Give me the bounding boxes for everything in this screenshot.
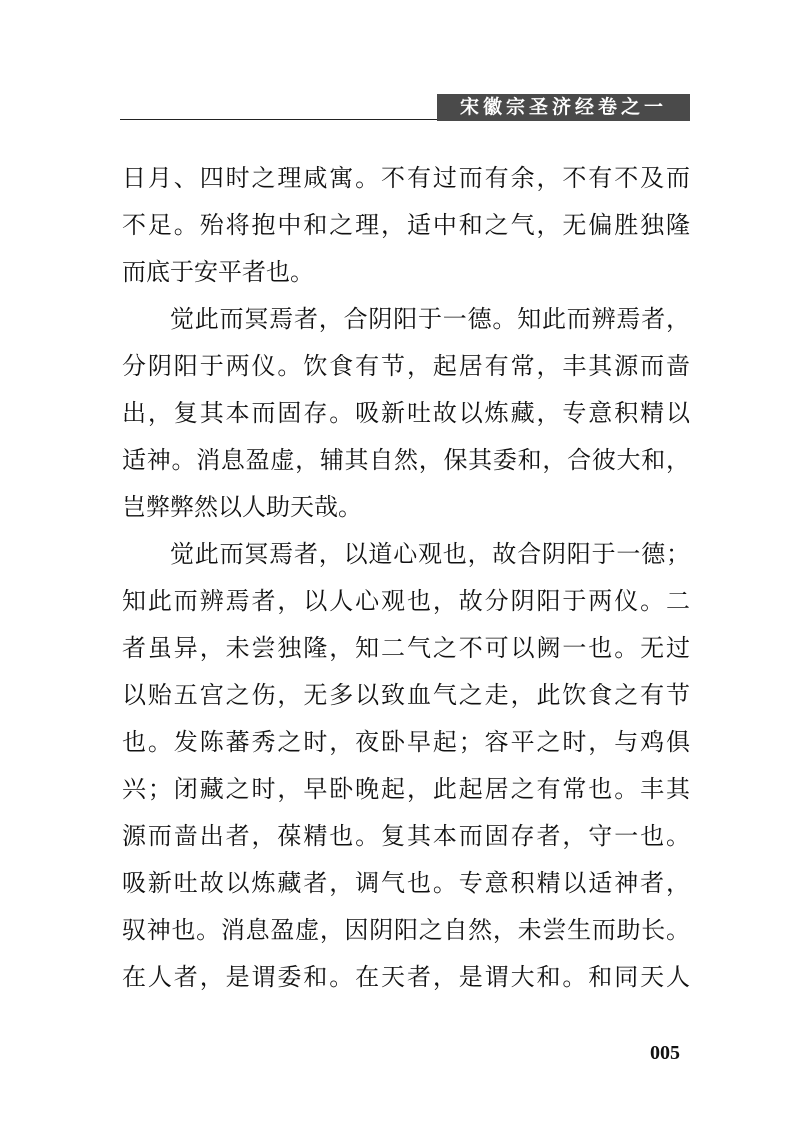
text-line: 吸新吐故以炼藏者，调气也。专意积精以适神者， — [122, 869, 690, 897]
running-header-title: 宋徽宗圣济经卷之一 — [437, 94, 690, 121]
paragraph-3 — [122, 531, 690, 1001]
text-line: 觉此而冥焉者，合阴阳于一德。知此而辨焉者， — [170, 305, 690, 333]
text-line: 驭神也。消息盈虚，因阴阳之自然，未尝生而助长。 — [122, 916, 690, 944]
text-line: 源而啬出者，葆精也。复其本而固存者，守一也。 — [122, 822, 690, 850]
text-line: 在人者，是谓委和。在天者，是谓大和。和同天人 — [122, 963, 690, 991]
text-line: 知此而辨焉者，以人心观也，故分阴阳于两仪。二 — [122, 587, 690, 615]
text-line: 以贻五宫之伤，无多以致血气之走，此饮食之有节 — [122, 681, 690, 709]
text-line: 出，复其本而固存。吸新吐故以炼藏，专意积精以 — [122, 399, 690, 427]
text-line: 日月、四时之理咸寓。不有过而有余，不有不及而 — [122, 164, 690, 192]
text-line: 而底于安平者也。 — [122, 258, 314, 286]
text-line: 觉此而冥焉者，以道心观也，故合阴阳于一德； — [170, 540, 690, 568]
text-line: 不足。殆将抱中和之理，适中和之气，无偏胜独隆 — [122, 211, 690, 239]
text-line: 也。发陈蕃秀之时，夜卧早起；容平之时，与鸡俱 — [122, 728, 690, 756]
text-line: 分阴阳于两仪。饮食有节，起居有常，丰其源而啬 — [122, 352, 690, 380]
text-line: 适神。消息盈虚，辅其自然，保其委和，合彼大和， — [122, 446, 690, 474]
text-line: 岂弊弊然以人助天哉。 — [122, 493, 362, 521]
paragraph-2 — [122, 296, 690, 531]
page-number: 005 — [650, 1042, 680, 1064]
text-line: 者虽异，未尝独隆，知二气之不可以阙一也。无过 — [122, 634, 690, 662]
paragraph-1 — [122, 155, 690, 296]
page-body — [122, 155, 690, 1001]
text-line: 兴；闭藏之时，早卧晚起，此起居之有常也。丰其 — [122, 775, 690, 803]
